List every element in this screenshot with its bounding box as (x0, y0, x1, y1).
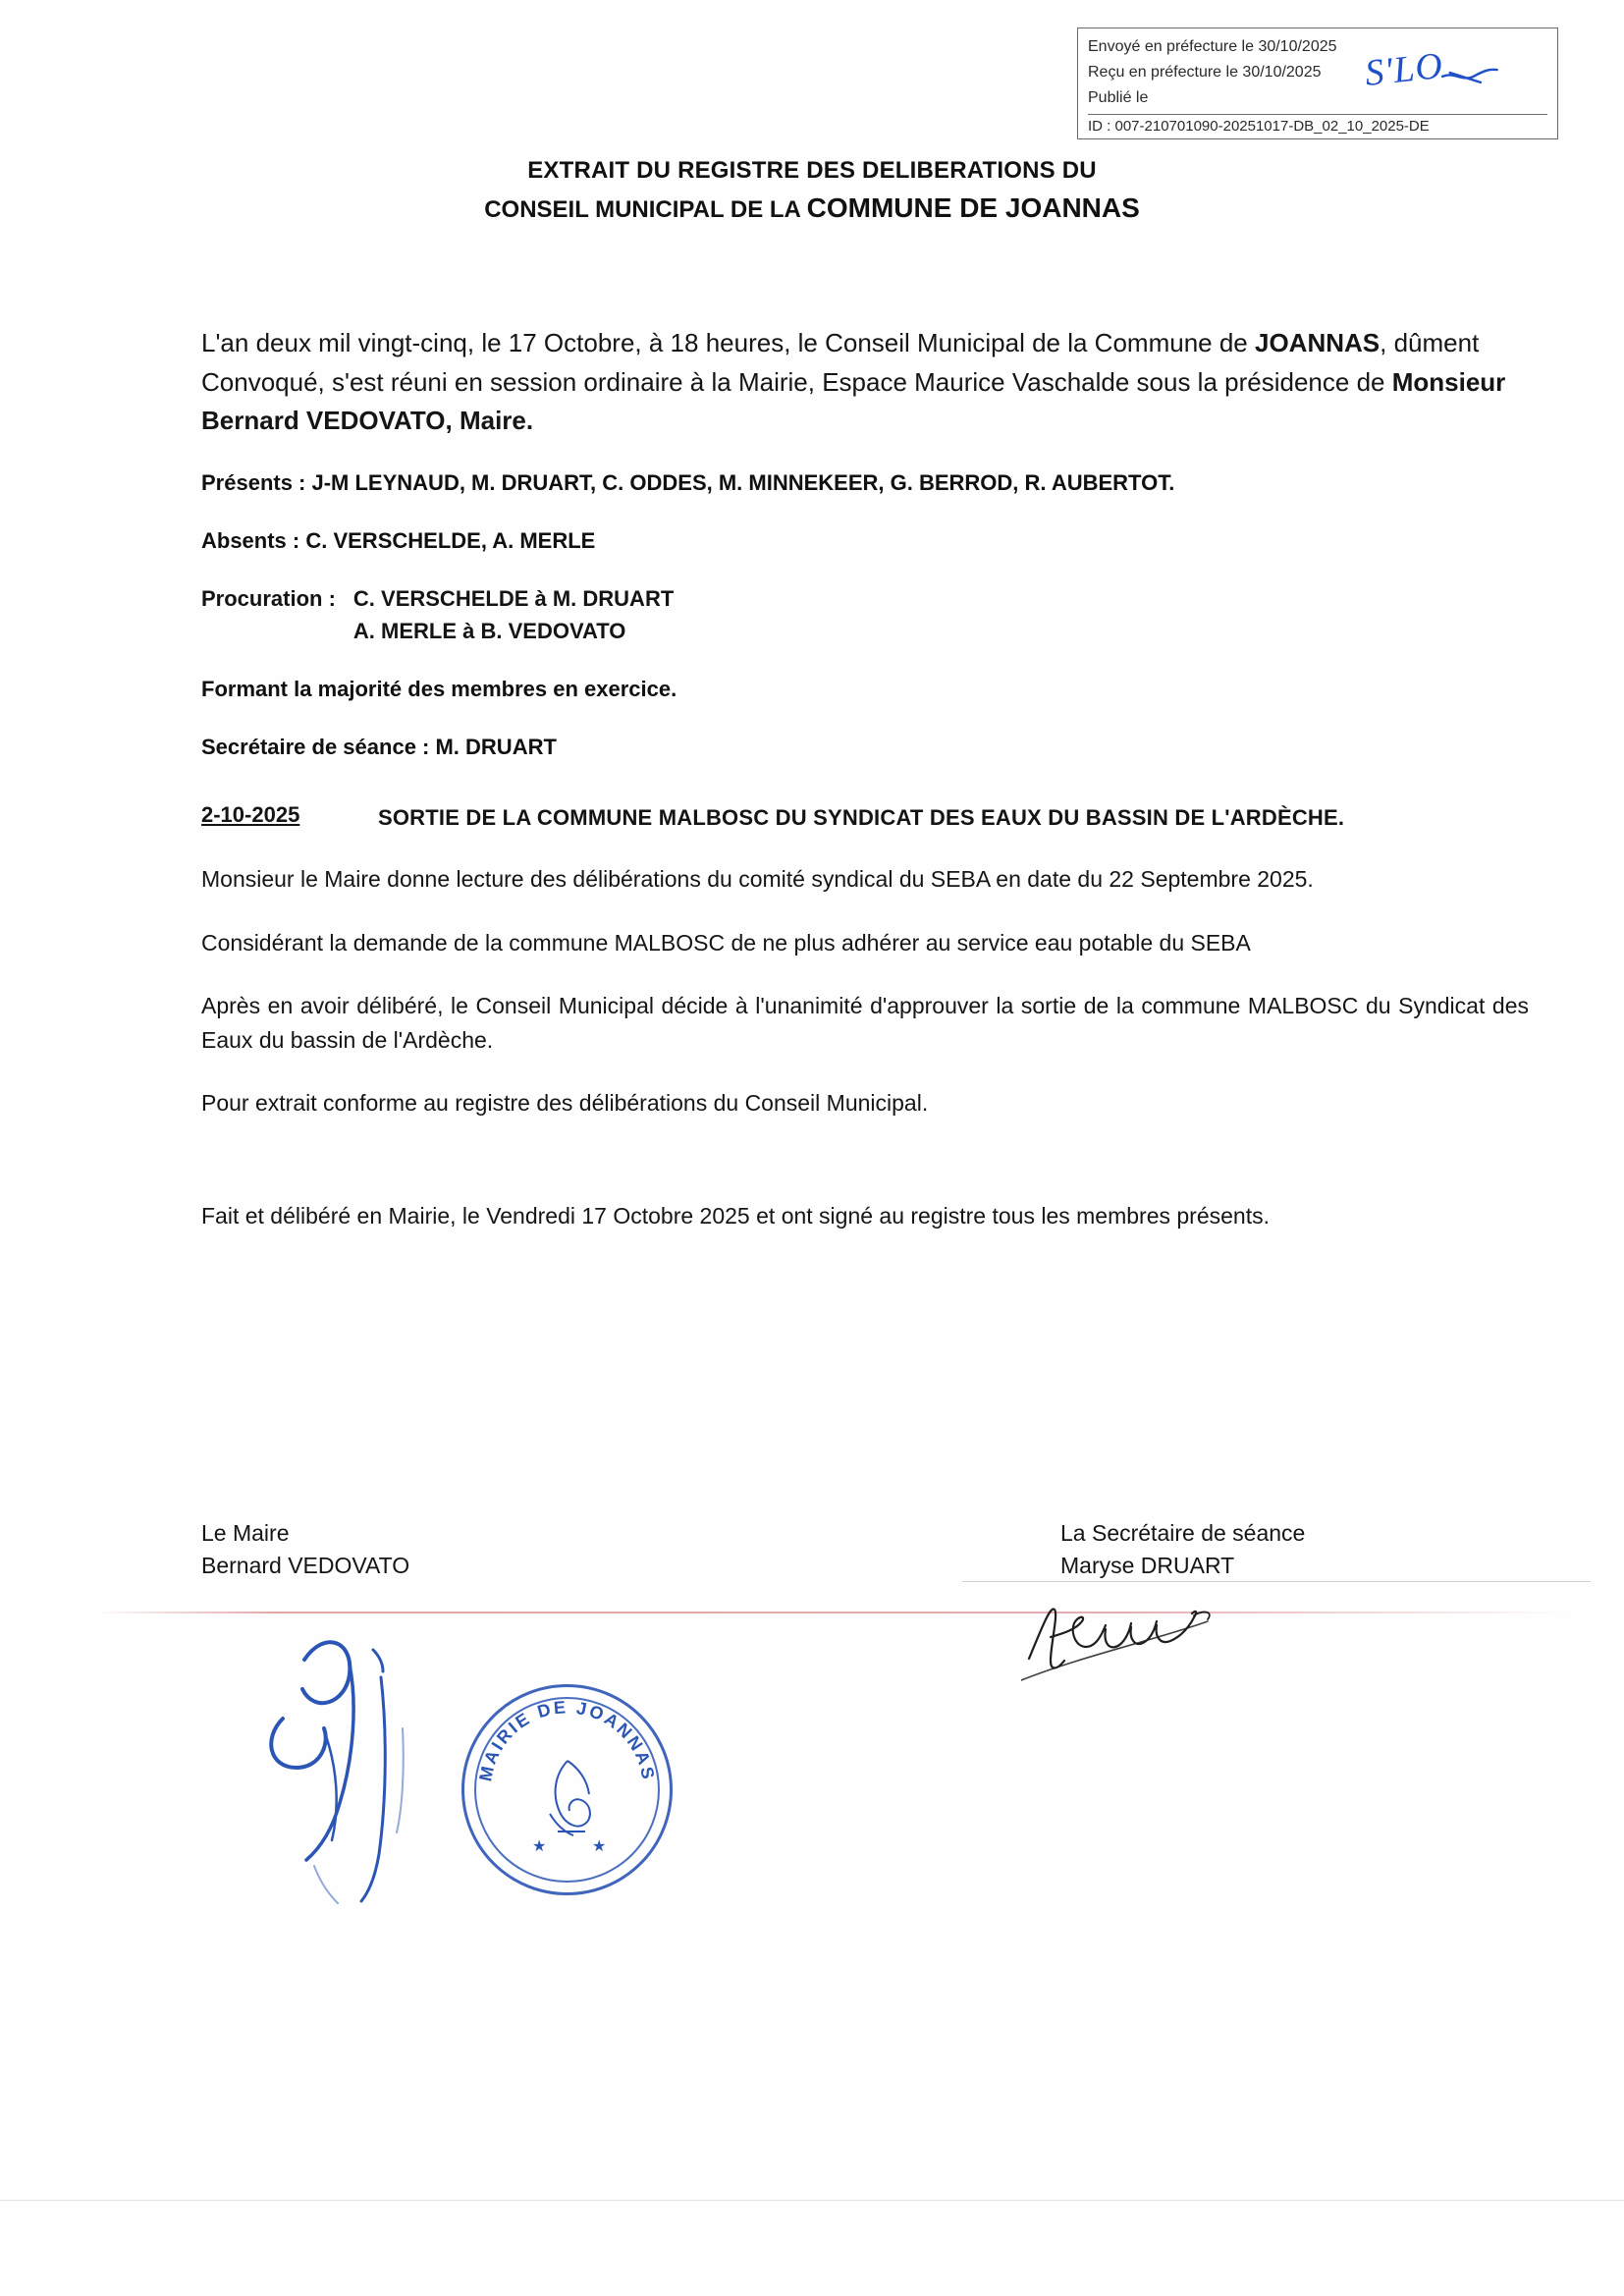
svg-text:MAIRIE DE JOANNAS: MAIRIE DE JOANNAS (475, 1697, 659, 1783)
resolution-paragraph: Considérant la demande de la commune MALBOSC de ne plus adhérer au service eau potable du SEBA (201, 929, 1251, 956)
title-line-2 (0, 192, 1624, 224)
title-line-2-prefix: CONSEIL MUNICIPAL DE LA (484, 196, 807, 223)
prefecture-id-line: ID : 007-210701090-20251017-DB_02_10_2025-DE (1088, 114, 1547, 135)
signature-block-secretary (1060, 1517, 1305, 1581)
mayor-role-label: Le Maire (201, 1520, 290, 1546)
title-line-1: EXTRAIT DU REGISTRE DES DELIBERATIONS DU (527, 157, 1097, 184)
stamp-outer-ring (461, 1684, 673, 1895)
handwritten-text: S'LO (1363, 44, 1445, 94)
svg-text:★: ★ (592, 1838, 607, 1855)
prefecture-received-line: Reçu en préfecture le 30/10/2025 (1088, 63, 1322, 81)
scan-artifact-bottom-line (0, 2200, 1624, 2201)
presents-line: Présents : J-M LEYNAUD, M. DRUART, C. ODDES, M. MINNEKEER, G. BERROD, R. AUBERTOT. (201, 469, 1175, 495)
secretary-line: Secrétaire de séance : M. DRUART (201, 734, 557, 759)
prefecture-sent-line: Envoyé en préfecture le 30/10/2025 (1088, 38, 1337, 55)
signature-block-mayor (201, 1517, 409, 1581)
scan-artifact-line (962, 1581, 1591, 1582)
resolution-paragraph: Après en avoir délibéré, le Conseil Municipal décide à l'unanimité d'approuver la sortie de la commune MALBOSC du Syndicat des Eaux du bassin de l'Ardèche. (201, 993, 1529, 1053)
secretary-role-label: La Secrétaire de séance (1060, 1520, 1306, 1546)
scan-artifact-red-line (98, 1612, 1571, 1613)
stamp-inner-ring (474, 1697, 660, 1883)
mayor-name-label: Bernard VEDOVATO (201, 1552, 410, 1578)
stamp-emblem-icon (461, 1684, 673, 1895)
mayor-handwritten-signature (255, 1620, 540, 1915)
procuration-label: Procuration : (201, 585, 336, 611)
resolution-paragraph: Pour extrait conforme au registre des délibérations du Conseil Municipal. (201, 1090, 929, 1117)
quorum-line: Formant la majorité des membres en exercice. (201, 676, 677, 701)
resolution-paragraph: Monsieur le Maire donne lecture des délibérations du comité syndical du SEBA en date du 22 Septembre 2025. (201, 866, 1314, 893)
intro-mayor-name: Monsieur Bernard VEDOVATO, Maire. (201, 366, 1506, 436)
resolution-number: 2-10-2025 (201, 801, 300, 827)
procuration-item: C. VERSCHELDE à M. DRUART (352, 585, 675, 611)
secretary-name-label: Maryse DRUART (1060, 1552, 1235, 1578)
prefecture-stamp-box (1077, 27, 1558, 139)
intro-text-a: L'an deux mil vingt-cinq, le 17 Octobre, à 18 heures, le Conseil Municipal de la Commune de (201, 328, 1255, 357)
official-round-stamp (461, 1684, 673, 1895)
closing-paragraph: Fait et délibéré en Mairie, le Vendredi 17 Octobre 2025 et ont signé au registre tous les membres présents. (201, 1202, 1270, 1229)
resolution-heading (201, 802, 1529, 834)
intro-paragraph (201, 324, 1529, 441)
intro-commune-name: JOANNAS (1254, 328, 1380, 357)
document-title-block (0, 157, 1624, 224)
procuration-item: A. MERLE à B. VEDOVATO (352, 618, 626, 643)
procuration-list (353, 582, 674, 647)
intro-text-convocation: Convoqué, s'est réuni en session ordinaire à la Mairie, Espace Maurice Vaschalde sous la présidence de (201, 366, 1392, 397)
procuration-block (201, 582, 1529, 647)
title-line-2-commune: COMMUNE DE JOANNAS (806, 192, 1140, 223)
svg-text:★: ★ (532, 1838, 547, 1855)
prefecture-published-line: Publié le (1088, 88, 1149, 106)
intro-text-c: , dûment (1380, 328, 1480, 357)
secretary-handwritten-signature (1021, 1586, 1276, 1714)
resolution-title: SORTIE DE LA COMMUNE MALBOSC DU SYNDICAT DES EAUX DU BASSIN DE L'ARDÈCHE. (378, 804, 1345, 830)
absents-line: Absents : C. VERSCHELDE, A. MERLE (201, 527, 596, 553)
document-body (201, 324, 1529, 1232)
